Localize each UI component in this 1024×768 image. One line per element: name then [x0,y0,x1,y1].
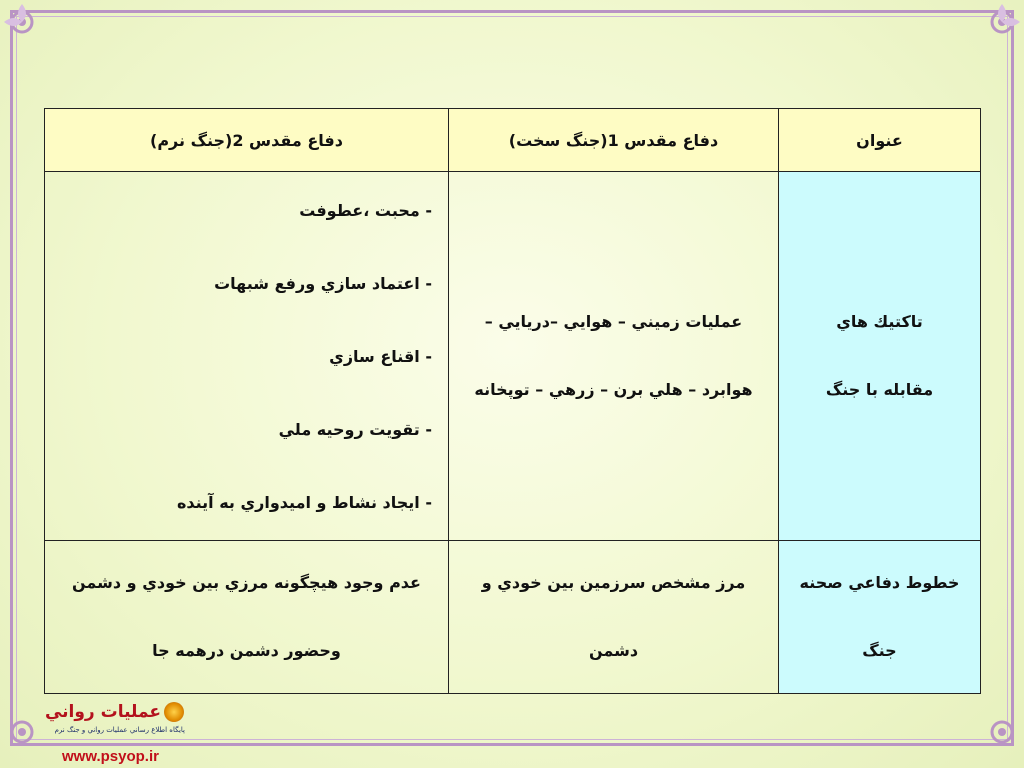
row-title-line: جنگ [862,641,897,660]
hard-war-line: دشمن [588,641,639,660]
row-title-line: تاكتيك هاي [836,312,923,331]
soft-war-line: - اقناع سازي [329,346,432,366]
corner-ornament-icon [0,690,64,754]
table-row [45,541,981,694]
table-row [45,172,981,541]
soft-war-cell [45,541,449,694]
logo-text: عمليات رواني [44,702,161,722]
header-soft-war: دفاع مقدس 2(جنگ نرم) [45,109,449,172]
corner-ornament-icon [960,690,1024,754]
table-header-row [45,109,981,172]
hard-war-line: هوابرد – هلي برن – زرهي – توپخانه [474,380,753,399]
hard-war-line: مرز مشخص سرزمين بين خودي و [481,573,746,592]
soft-war-line: عدم وجود هيچگونه مرزي بين خودي و دشمن [72,573,421,592]
comparison-table [44,108,981,694]
hard-war-line: عمليات زميني – هوايي –دريايي – [484,312,743,331]
row-title-line: مقابله با جنگ [825,380,934,399]
logo-emblem-icon [164,702,184,722]
logo-subtitle: پايگاه اطلاع رساني عمليات رواني و جنگ نرم [54,726,185,734]
soft-war-line: وحضور دشمن درهمه جا [152,641,341,660]
row-title-cell [779,541,981,694]
header-hard-war: دفاع مقدس 1(جنگ سخت) [449,109,779,172]
soft-war-line: - اعتماد سازي ورفع شبهات [214,273,432,293]
hard-war-cell [449,172,779,541]
soft-war-line: - ايجاد نشاط و اميدواري به آينده [176,492,432,512]
site-url-link[interactable]: www.psyop.ir [62,748,159,765]
soft-war-line: - محبت ،عطوفت [299,200,432,220]
site-logo[interactable] [44,702,185,746]
row-title-line: خطوط دفاعي صحنه [799,573,960,592]
header-title: عنوان [779,109,981,172]
hard-war-cell [449,541,779,694]
soft-war-cell [45,172,449,541]
row-title-cell [779,172,981,541]
corner-ornament-icon [960,0,1024,64]
corner-ornament-icon [0,0,64,64]
soft-war-line: - تقويت روحيه ملي [278,419,432,439]
